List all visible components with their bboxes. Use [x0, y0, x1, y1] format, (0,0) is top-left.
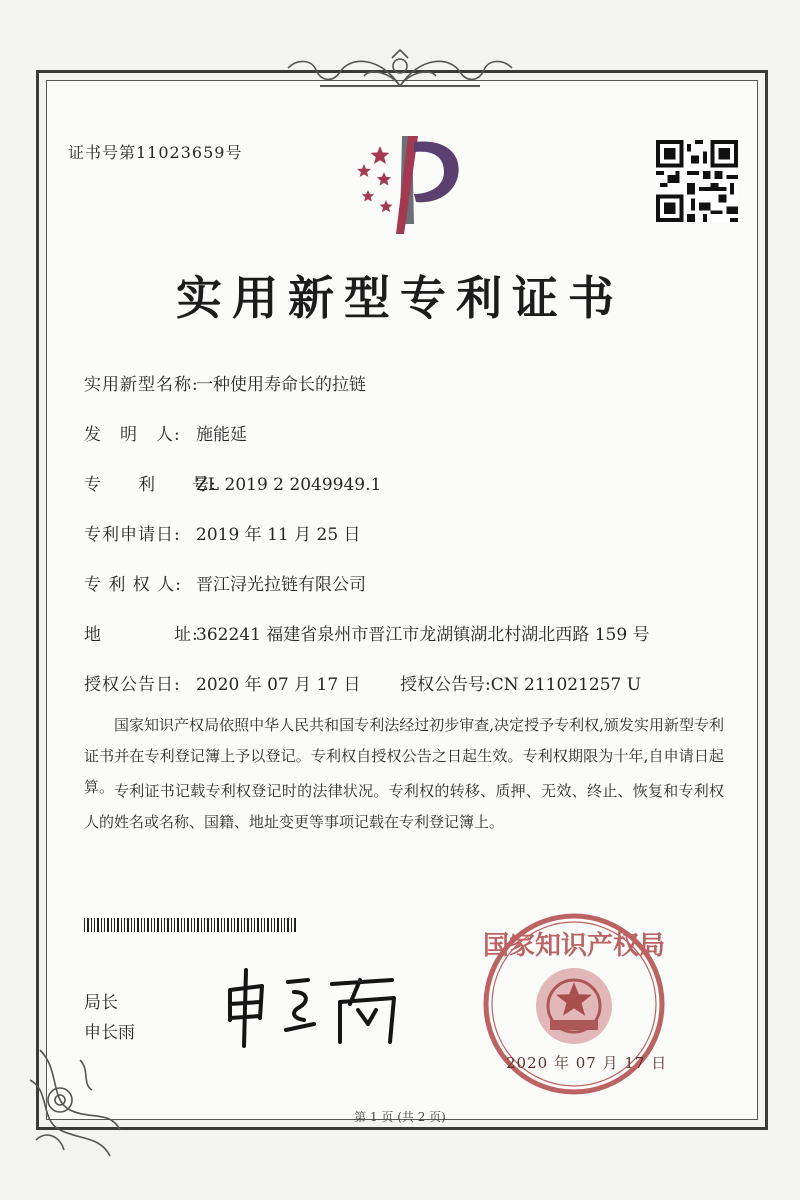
- qr-code-icon: [656, 140, 738, 222]
- field-label: 发 明 人:: [84, 425, 181, 445]
- field-value: 一种使用寿命长的拉链: [196, 375, 366, 395]
- field-value: 362241 福建省泉州市晋江市龙湖镇湖北村湖北西路 159 号: [196, 625, 650, 645]
- field-inventor: [84, 420, 247, 445]
- cnipa-logo-icon: [340, 128, 470, 238]
- field-utility-model-name: [84, 370, 366, 395]
- field-patentee: [84, 570, 366, 595]
- field-label: 实用新型名称:: [84, 375, 199, 395]
- certificate-title: 实用新型专利证书: [176, 271, 624, 325]
- director-name: 申长雨: [84, 1023, 135, 1043]
- seal-text-top: 国家知识产权局: [482, 931, 666, 961]
- field-grant-number: [400, 670, 641, 695]
- certificate-number: 证书号第11023659号: [68, 143, 243, 162]
- seal-date: 2020 年 07 月 17 日: [506, 1054, 668, 1072]
- field-label: 专 利 号:: [84, 475, 217, 495]
- field-label: 授权公告号:: [400, 675, 491, 695]
- legal-paragraph-2: 专利证书记载专利权登记时的法律状况。专利权的转移、质押、无效、终止、恢复和专利权人的姓名或名称、国籍、地址变更等事项记载在专利登记簿上。: [84, 782, 724, 831]
- field-value: CN 211021257 U: [490, 675, 642, 695]
- field-value: 施能延: [196, 425, 247, 445]
- page-indicator: 第 1 页 (共 2 页): [354, 1110, 446, 1124]
- field-label: 授权公告日:: [84, 675, 181, 695]
- barcode-icon: [84, 918, 298, 932]
- field-filing-date: [84, 520, 361, 545]
- top-ornament-icon: [280, 46, 520, 94]
- field-value: 2020 年 07 月 17 日: [196, 675, 361, 695]
- field-value: ZL 2019 2 2049949.1: [196, 475, 382, 495]
- corner-ornament-icon: [20, 1040, 140, 1170]
- field-label: 地 址:: [84, 625, 199, 645]
- field-value: 晋江浔光拉链有限公司: [196, 575, 366, 595]
- field-label: 专利申请日:: [84, 525, 181, 545]
- field-patent-number: [84, 470, 381, 495]
- field-address: [84, 620, 650, 645]
- legal-paragraph-1: 国家知识产权局依照中华人民共和国专利法经过初步审查,决定授予专利权,颁发实用新型专利证书并在专利登记簿上予以登记。专利权自授权公告之日起生效。专利权期限为十年,自申请日起算。: [84, 716, 724, 796]
- field-value: 2019 年 11 月 25 日: [196, 525, 361, 545]
- director-title: 局长: [84, 993, 118, 1013]
- field-label: 专 利 权 人:: [84, 575, 182, 595]
- handwritten-signature: [222, 962, 412, 1052]
- field-grant-date: [84, 670, 361, 695]
